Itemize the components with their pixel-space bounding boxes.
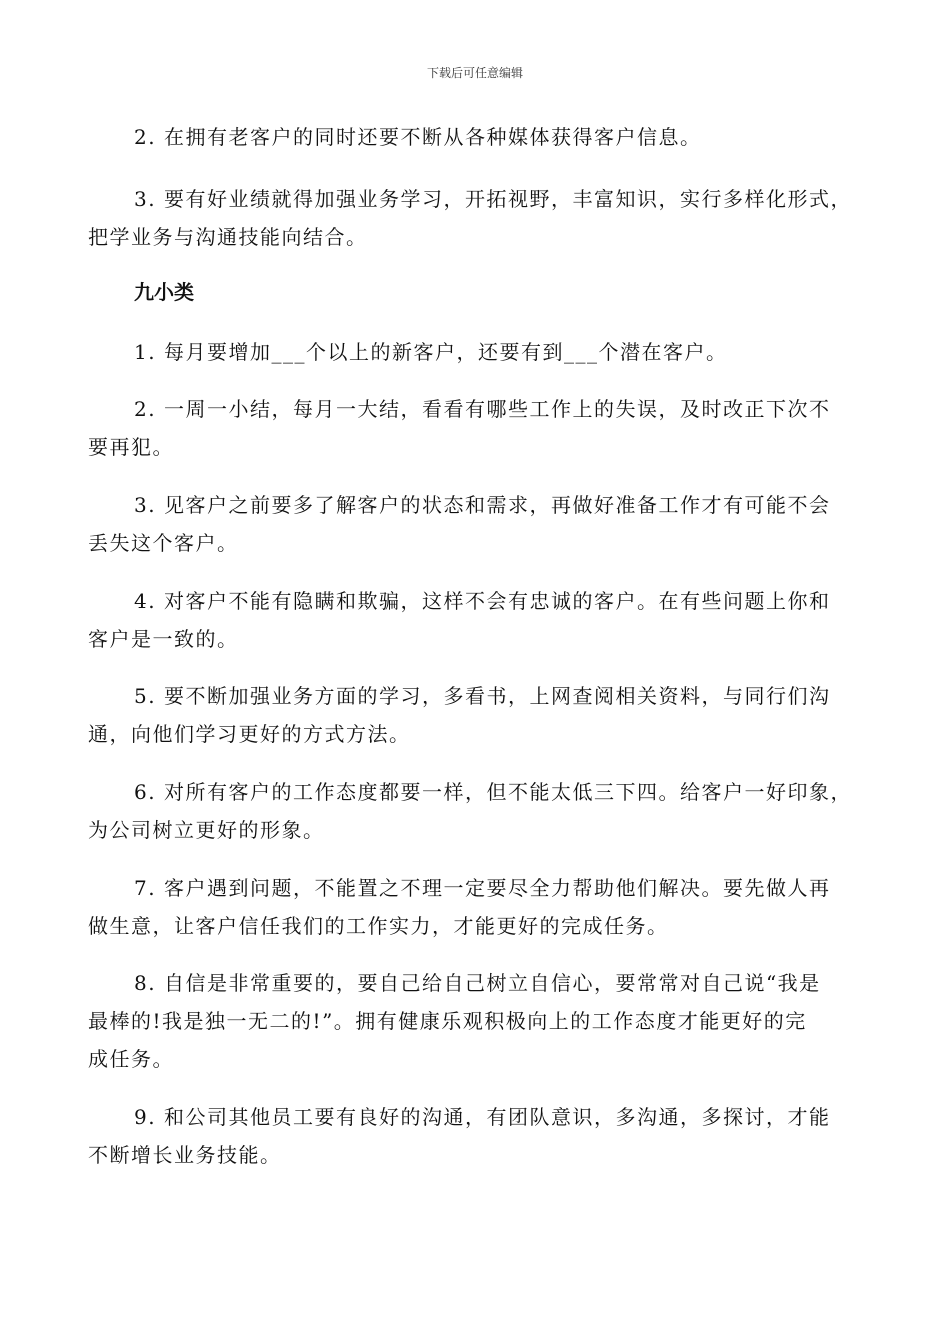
paragraph-line: 不断增长业务技能。 xyxy=(88,1143,282,1167)
paragraph-line: 8. 自信是非常重要的，要自己给自己树立自信心，要常常对自己说“我是 xyxy=(134,971,821,995)
paragraph-line: 做生意，让客户信任我们的工作实力，才能更好的完成任务。 xyxy=(88,914,669,938)
list-item-9 xyxy=(88,1098,863,1174)
paragraph-line: 把学业务与沟通技能向结合。 xyxy=(88,225,368,249)
paragraph-item-3-top xyxy=(88,180,863,256)
list-item-1 xyxy=(88,333,863,371)
paragraph-line: 1. 每月要增加___个以上的新客户，还要有到___个潜在客户。 xyxy=(134,340,728,364)
list-item-7 xyxy=(88,869,863,945)
paragraph-line: 7. 客户遇到问题，不能置之不理一定要尽全力帮助他们解决。要先做人再 xyxy=(134,876,831,900)
section-heading: 九小类 xyxy=(134,280,194,304)
paragraph-line: 丢失这个客户。 xyxy=(88,531,239,555)
paragraph-line: 2. 一周一小结，每月一大结，看看有哪些工作上的失误，及时改正下次不 xyxy=(134,397,831,421)
paragraph-line: 2. 在拥有老客户的同时还要不断从各种媒体获得客户信息。 xyxy=(134,125,702,149)
paragraph-line: 为公司树立更好的形象。 xyxy=(88,818,325,842)
paragraph-line: 5. 要不断加强业务方面的学习，多看书，上网查阅相关资料，与同行们沟 xyxy=(134,684,831,708)
list-item-8 xyxy=(88,964,863,1078)
paragraph-item-2-top xyxy=(88,118,863,156)
list-item-6 xyxy=(88,773,863,849)
list-item-5 xyxy=(88,677,863,753)
paragraph-line: 客户是一致的。 xyxy=(88,627,239,651)
paragraph-line: 要再犯。 xyxy=(88,435,174,459)
paragraph-line: 6. 对所有客户的工作态度都要一样，但不能太低三下四。给客户一好印象， xyxy=(134,780,852,804)
list-item-4 xyxy=(88,582,863,658)
paragraph-line: 3. 见客户之前要多了解客户的状态和需求，再做好准备工作才有可能不会 xyxy=(134,493,831,517)
paragraph-line: 4. 对客户不能有隐瞒和欺骗，这样不会有忠诚的客户。在有些问题上你和 xyxy=(134,589,831,613)
page-header: 下载后可任意编辑 xyxy=(426,66,523,80)
list-item-2 xyxy=(88,390,863,466)
paragraph-line: 3. 要有好业绩就得加强业务学习，开拓视野，丰富知识，实行多样化形式， xyxy=(134,187,852,211)
paragraph-line: 成任务。 xyxy=(88,1047,174,1071)
list-item-3 xyxy=(88,486,863,562)
paragraph-line: 通，向他们学习更好的方式方法。 xyxy=(88,722,411,746)
paragraph-line: 9. 和公司其他员工要有良好的沟通，有团队意识，多沟通，多探讨，才能 xyxy=(134,1105,831,1129)
paragraph-line: 最棒的!我是独一无二的!”。拥有健康乐观积极向上的工作态度才能更好的完 xyxy=(88,1009,807,1033)
